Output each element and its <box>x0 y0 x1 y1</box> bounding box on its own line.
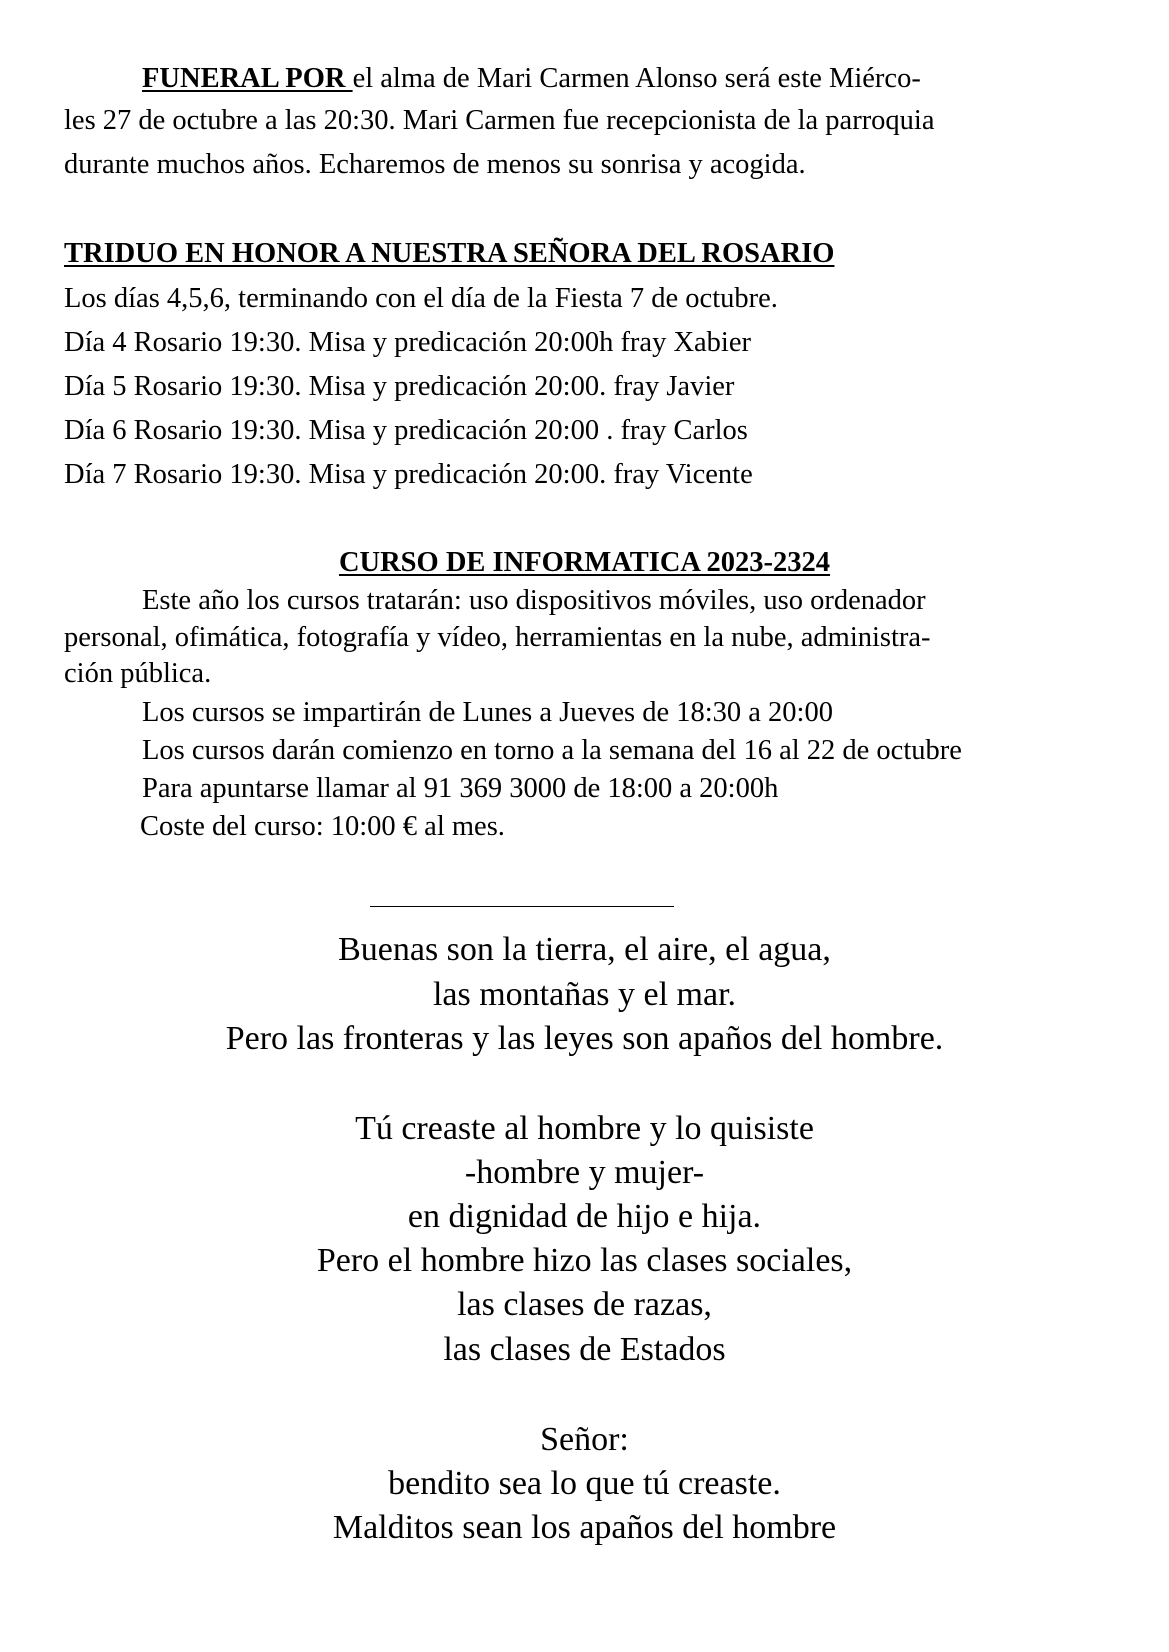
funeral-line-2: les 27 de octubre a las 20:30. Mari Carmen fue recepcionista de la parroquia <box>64 105 935 136</box>
triduo-heading: TRIDUO EN HONOR A NUESTRA SEÑORA DEL ROSARIO <box>64 238 835 269</box>
separator-line <box>370 906 674 907</box>
poem-line: las clases de razas, <box>457 1286 712 1323</box>
poem-line: Buenas son la tierra, el aire, el agua, <box>338 931 831 968</box>
poem-line: Pero el hombre hizo las clases sociales, <box>316 1242 853 1279</box>
poem-line: Malditos sean los apaños del hombre <box>332 1509 837 1546</box>
funeral-line-1 <box>142 62 921 96</box>
curso-detail-line: Coste del curso: 10:00 € al mes. <box>140 811 505 842</box>
poem-line: en dignidad de hijo e hija. <box>407 1198 762 1235</box>
triduo-line: Los días 4,5,6, terminando con el día de la Fiesta 7 de octubre. <box>64 283 778 314</box>
curso-intro-line: personal, ofimática, fotografía y vídeo, herramientas en la nube, administra- <box>64 622 931 653</box>
curso-intro-line: ción pública. <box>64 658 212 689</box>
curso-intro-line: Este año los cursos tratarán: uso dispositivos móviles, uso ordenador <box>142 585 926 616</box>
poem-line: las montañas y el mar. <box>432 976 737 1013</box>
poem-line: Tú creaste al hombre y lo quisiste <box>355 1110 814 1147</box>
funeral-text: el alma de Mari Carmen Alonso será este Miérco- <box>352 63 921 94</box>
curso-detail-line: Para apuntarse llamar al 91 369 3000 de 18:00 a 20:00h <box>142 773 779 804</box>
funeral-heading: FUNERAL POR <box>142 63 353 94</box>
funeral-line-3: durante muchos años. Echaremos de menos su sonrisa y acogida. <box>64 149 806 180</box>
triduo-line: Día 5 Rosario 19:30. Misa y predicación 20:00. fray Javier <box>64 371 735 402</box>
triduo-line: Día 7 Rosario 19:30. Misa y predicación 20:00. fray Vicente <box>64 459 753 490</box>
poem-line: las clases de Estados <box>443 1331 726 1368</box>
poem-line: Pero las fronteras y las leyes son apaños del hombre. <box>225 1020 944 1057</box>
triduo-line: Día 4 Rosario 19:30. Misa y predicación 20:00h fray Xabier <box>64 327 751 358</box>
curso-heading: CURSO DE INFORMATICA 2023-2324 <box>338 547 831 578</box>
poem-line: -hombre y mujer- <box>464 1154 705 1191</box>
curso-detail-line: Los cursos se impartirán de Lunes a Jueves de 18:30 a 20:00 <box>142 697 833 728</box>
triduo-line: Día 6 Rosario 19:30. Misa y predicación 20:00 . fray Carlos <box>64 415 748 446</box>
curso-detail-line: Los cursos darán comienzo en torno a la semana del 16 al 22 de octubre <box>142 735 962 766</box>
poem-line: Señor: <box>540 1421 629 1458</box>
poem-line: bendito sea lo que tú creaste. <box>388 1465 781 1502</box>
